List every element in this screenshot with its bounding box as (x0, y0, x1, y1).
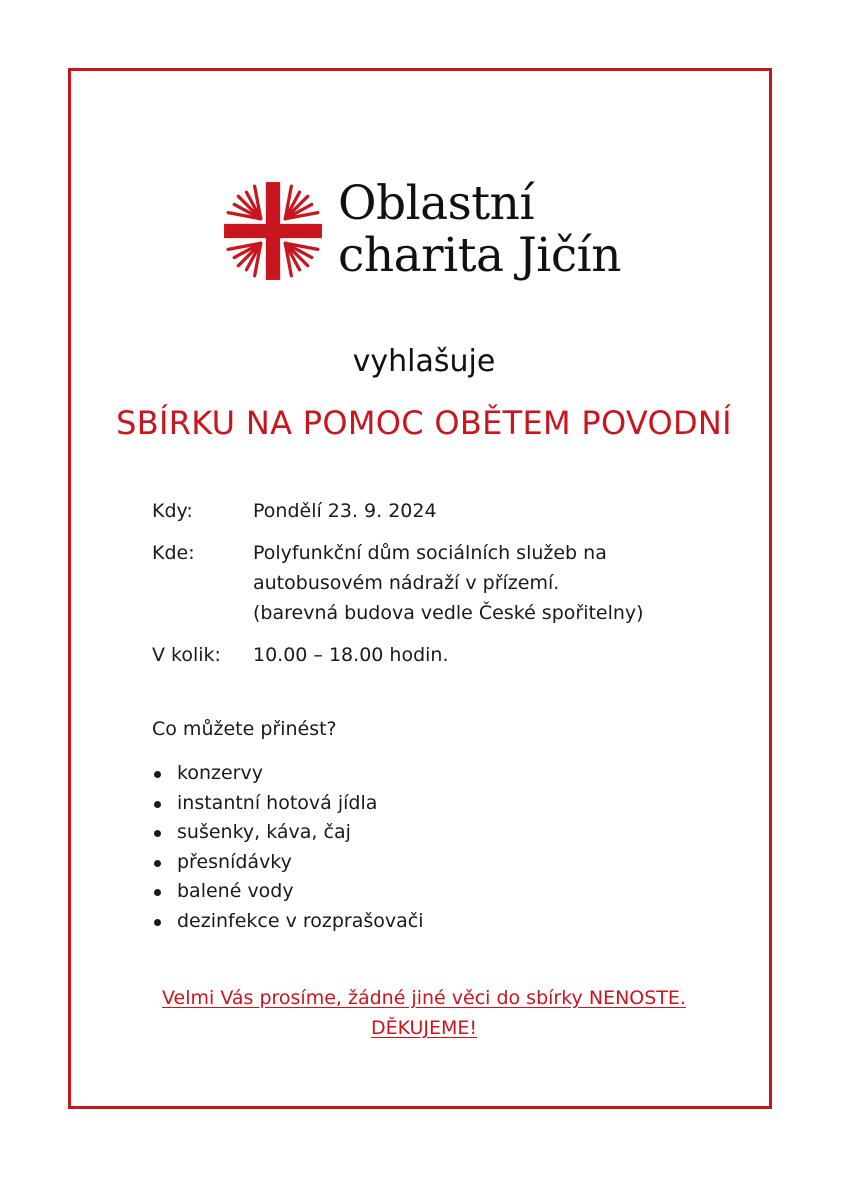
list-item: konzervy (152, 759, 424, 789)
list-item: balené vody (152, 877, 424, 907)
items-question: Co můžete přinést? (152, 718, 337, 740)
list-item: dezinfekce v rozprašovači (152, 907, 424, 937)
detail-line: (barevná budova vedle České spořitelny) (253, 602, 644, 624)
detail-time (152, 640, 644, 670)
detail-label: V kolik: (152, 644, 221, 666)
detail-when (152, 496, 644, 526)
detail-label: Kde: (152, 542, 195, 564)
notice (0, 983, 848, 1043)
items-list (152, 759, 424, 936)
detail-label: Kdy: (152, 500, 193, 522)
detail-value (253, 496, 644, 526)
detail-line: Polyfunkční dům sociálních služeb na (253, 542, 607, 564)
detail-value (253, 640, 644, 670)
detail-line: 10.00 – 18.00 hodin. (253, 644, 449, 666)
logo-line-2: charita Jičín (338, 228, 621, 283)
notice-line-1: Velmi Vás prosíme, žádné jiné věci do sbírky NENOSTE. (162, 987, 686, 1009)
logo-wordmark (338, 178, 621, 282)
logo-line-1: Oblastní (338, 176, 534, 231)
detail-where (152, 538, 644, 628)
announce-text: vyhlašuje (352, 344, 496, 379)
headline: SBÍRKU NA POMOC OBĚTEM POVODNÍ (116, 404, 732, 442)
list-item: instantní hotová jídla (152, 789, 424, 819)
detail-line: autobusovém nádraží v přízemí. (253, 572, 560, 594)
logo (222, 176, 642, 290)
event-details (152, 496, 644, 682)
list-item: sušenky, káva, čaj (152, 818, 424, 848)
notice-line-2: DĚKUJEME! (370, 1017, 478, 1039)
charity-cross-icon (222, 180, 324, 282)
list-item: přesnídávky (152, 848, 424, 878)
detail-line: Pondělí 23. 9. 2024 (253, 500, 437, 522)
detail-value (253, 538, 644, 628)
